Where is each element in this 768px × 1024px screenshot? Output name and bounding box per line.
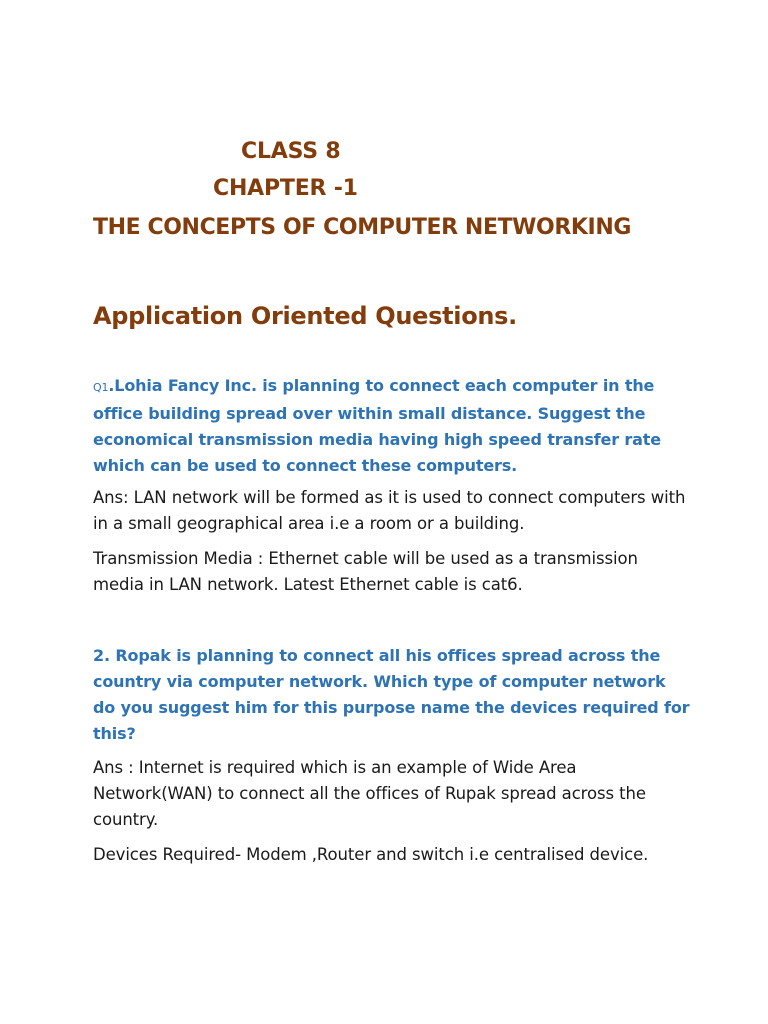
answer-2: Ans : Internet is required which is an example of Wide Area Network(WAN) to connect all the offices of Rupak spread across the country. xyxy=(93,758,646,829)
answer-1-media: Transmission Media : Ethernet cable will be used as a transmission media in LAN network. Latest Ethernet cable is cat6. xyxy=(93,549,638,594)
question-2: 2. Ropak is planning to connect all his offices spread across the country via computer network. Which type of computer network do you suggest him for this purpose name the devices required for this? xyxy=(93,646,690,743)
class-heading: CLASS 8 xyxy=(241,139,341,164)
question-1-number: Q1 xyxy=(93,381,109,394)
answer-1: Ans: LAN network will be formed as it is used to connect computers with in a small geographical area i.e a room or a building. xyxy=(93,488,686,533)
answer-2-devices: Devices Required- Modem ,Router and switch i.e centralised device. xyxy=(93,845,649,864)
chapter-heading: CHAPTER -1 xyxy=(213,176,358,201)
section-title: Application Oriented Questions. xyxy=(93,302,517,330)
question-1 xyxy=(93,373,693,479)
question-1-text: .Lohia Fancy Inc. is planning to connect each computer in the office building spread over within small distance. Suggest the economical transmission media having high speed transfer rate which can be used to connect these computers. xyxy=(93,376,661,475)
chapter-title: THE CONCEPTS OF COMPUTER NETWORKING xyxy=(93,215,631,240)
